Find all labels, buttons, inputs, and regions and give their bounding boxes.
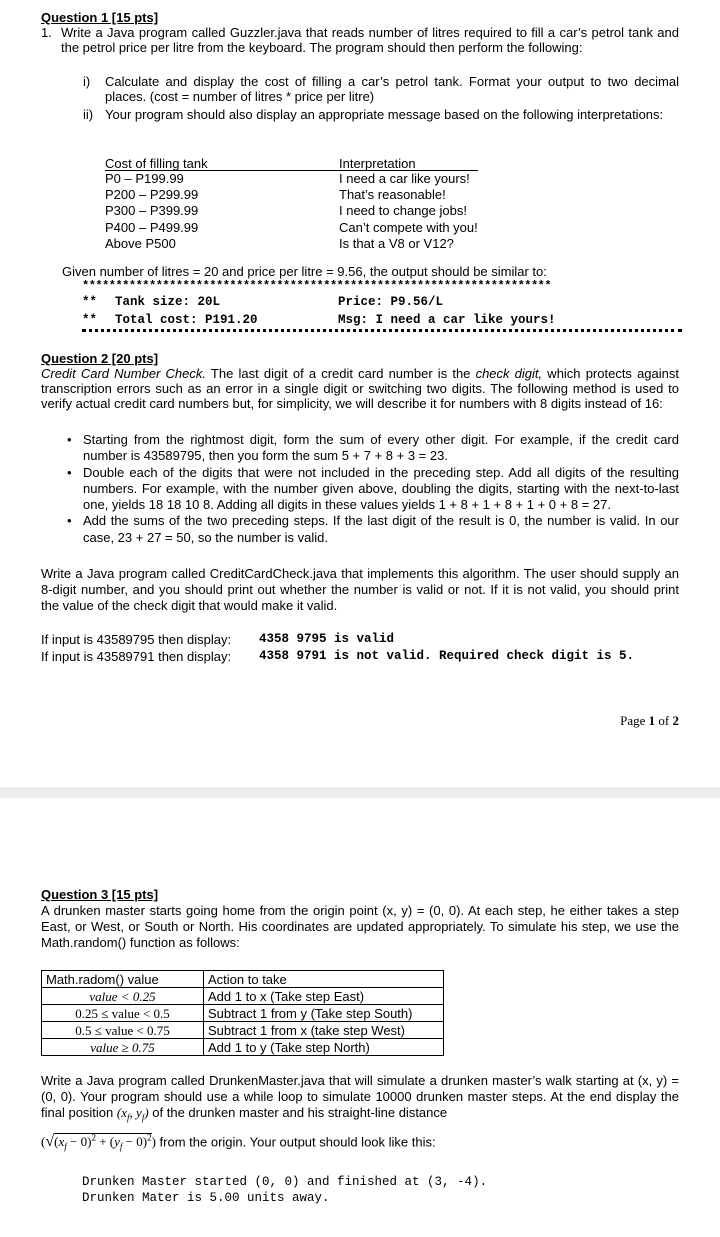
q2-example1-output: 4358 9795 is valid [259,632,395,646]
table-row [42,1005,444,1022]
q1-output-line2-prefix: ** [82,313,98,327]
q3-action: Add 1 to x (Take step East) [204,988,444,1005]
q1-cost-range: Above P500 [105,236,176,251]
q3-table-head-value: Math.radom() value [42,971,204,988]
q1-title: Question 1 [15 pts] [41,10,159,25]
q2-example2-output: 4358 9791 is not valid. Required check digit is 5. [259,649,635,663]
list-item: • Starting from the rightmost digit, form the sum of every other digit. For example, if the credit card number is 43589795, then you form the sum 5 + 7 + 8 + 3 = 23. [61,432,679,465]
q1-table-row [105,187,505,203]
q1-item1-number: i) [83,74,91,89]
q2-intro-a: The last digit of a credit card number is the [206,366,476,381]
q1-cost-range: P200 – P299.99 [105,187,199,202]
q2-intro [41,366,679,411]
q1-item1-text: Calculate and display the cost of filling a car’s petrol tank. Format your output to two decimal places. (cost = number of litres * price per litre) [105,74,679,104]
q3-title: Question 3 [15 pts] [41,887,159,902]
q1-cost-range: P300 – P399.99 [105,203,199,218]
q1-output-stars: ********************************************************************** [82,280,552,292]
q3-task [41,1073,679,1126]
q1-interpretation: Can’t compete with you! [339,220,478,235]
q3-intro: A drunken master starts going home from the origin point (x, y) = (0, 0). At each step, he either takes a step East, or West, or South or North. His coordinates are updated appropriately. To simulate his step, we use the Math.random() function as follows: [41,903,679,950]
q3-condition: value ≥ 0.75 [42,1039,204,1056]
page-number-footer [620,713,679,728]
q3-task-c: from the origin. Your output should look like this: [159,1134,436,1150]
q1-table-head-cost: Cost of filling tank [105,156,208,171]
q3-condition: 0.25 ≤ value < 0.5 [42,1005,204,1022]
q3-action-table [41,970,444,1056]
page-2 [0,798,720,1237]
page-total: 2 [672,713,679,728]
q1-given: Given number of litres = 20 and price per litre = 9.56, the output should be similar to: [62,264,547,279]
q2-intro-italic: Credit Card Number Check. [41,366,206,381]
q1-interpretation: I need to change jobs! [339,203,467,218]
table-row [42,988,444,1005]
q3-task-a: Write a Java program called DrunkenMaster.java that will simulate a drunken master’s walk starting at (x, y) = (0, 0). Your program should use a while loop to simulate 10000 drunken master steps. At the end display the final position [41,1073,679,1120]
table-row [42,1039,444,1056]
q1-table-row [105,236,505,252]
of-word: of [658,713,670,728]
q1-table-head-interp: Interpretation [339,156,416,171]
q2-example2-label: If input is 43589791 then display: [41,649,232,664]
q2-intro-italic2: check digit, [475,366,543,381]
q3-task-line2 [41,1128,679,1157]
distance-formula: $(√(x_f - 0)^2 + (y_f - 0)^2)$ [41,1133,156,1152]
q3-action: Add 1 to y (Take step North) [204,1039,444,1056]
q1-intro: Write a Java program called Guzzler.java that reads number of litres required to fill a car’s petrol tank and the petrol price per litre from the keyboard. The program should then perform the following: [61,25,679,55]
page-current: 1 [648,713,656,728]
q1-item2-number: ii) [83,107,94,122]
q3-output-line1: Drunken Master started (0, 0) and finished at (3, -4). [82,1175,488,1189]
q1-interpretation-table [105,156,505,252]
table-row [42,1022,444,1039]
q1-interpretation: That’s reasonable! [339,187,446,202]
q1-table-header [105,156,478,171]
list-item: • Double each of the digits that were not included in the preceding step. Add all digits of the resulting numbers. For example, with the number given above, doubling the digits, starting with the next-to-last one, yields 18 18 10 8. Adding all digits in these values yields 1 + 8 + 1 + 8 + 1 + 0 + 8 = 27. [61,465,679,514]
q1-number: 1. [41,25,52,40]
q1-interpretation: I need a car like yours! [339,171,470,186]
table-header-row [42,971,444,988]
q1-interpretation: Is that a V8 or V12? [339,236,454,251]
q1-output-total-cost: Total cost: P191.20 [115,313,258,327]
q3-task-b: of the drunken master and his straight-line distance [152,1105,448,1120]
q3-action: Subtract 1 from y (Take step South) [204,1005,444,1022]
q1-output-price: Price: P9.56/L [338,295,444,309]
q1-table-row [105,203,505,220]
q1-output-msg: Msg: I need a car like yours! [338,313,556,327]
q3-table-head-action: Action to take [204,971,444,988]
q2-example1-label: If input is 43589795 then display: [41,632,232,647]
q3-output-line2: Drunken Mater is 5.00 units away. [82,1191,330,1205]
q1-cost-range: P400 – P499.99 [105,220,199,235]
q1-output-divider [82,329,682,332]
q2-task: Write a Java program called CreditCardCheck.java that implements this algorithm. The user should supply an 8-digit number, and you should print out whether the number is valid or not. If it is not valid, you should print the value of the check digit that would make it valid. [41,566,679,613]
q2-title: Question 2 [20 pts] [41,351,159,366]
page-word: Page [620,713,646,728]
q2-intro-b: which protects against transcription errors such as an error in a single digit or switching two digits. The following method is used to verify actual credit card numbers but, for simplicity, we will describe it for numbers with 8 digits instead of 16: [41,366,680,411]
q1-output-line1-prefix: ** [82,295,98,309]
q1-cost-range: P0 – P199.99 [105,171,184,186]
q1-table-row [105,220,505,236]
q2-steps-list [61,432,679,546]
q3-action: Subtract 1 from x (take step West) [204,1022,444,1039]
q1-output-tank-size: Tank size: 20L [115,295,221,309]
q1-table-row [105,171,505,187]
list-item: • Add the sums of the two preceding steps. If the last digit of the result is 0, the number is valid. In our case, 23 + 27 = 50, so the number is valid. [61,513,679,546]
q3-condition: 0.5 ≤ value < 0.75 [42,1022,204,1039]
q1-item2-text: Your program should also display an appropriate message based on the following interpretations: [105,107,664,122]
final-position-formula: ($x_f$, $y_f$) [116,1105,149,1123]
q3-condition: value < 0.25 [42,988,204,1005]
page-separator [0,787,720,798]
